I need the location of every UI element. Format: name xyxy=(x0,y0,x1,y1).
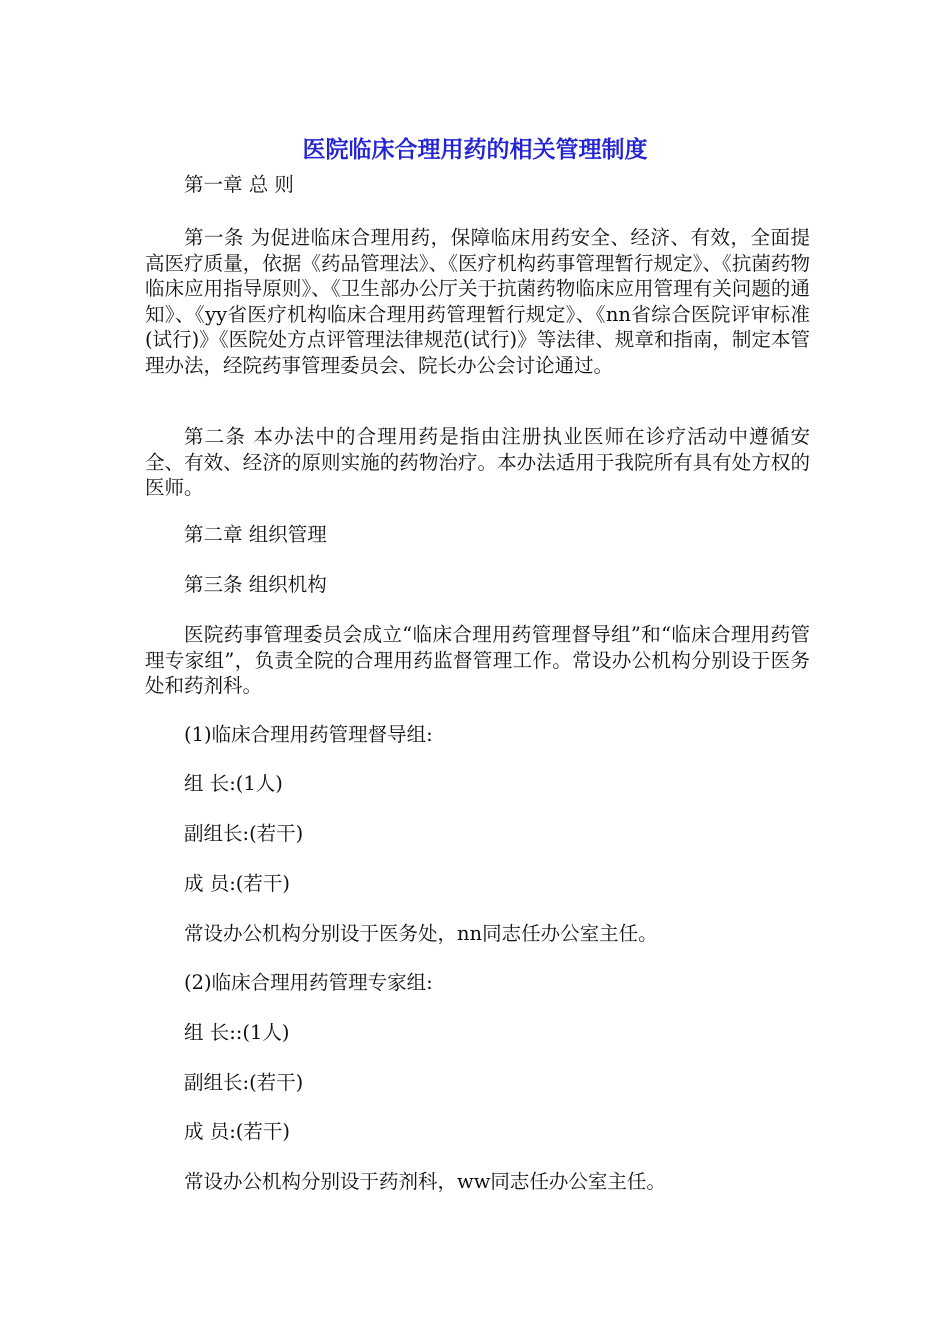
document-title: 医院临床合理用药的相关管理制度 xyxy=(302,137,648,163)
chapter-2-heading: 第二章 组织管理 xyxy=(184,523,327,546)
group-1-vice-leader: 副组长:(若干) xyxy=(184,822,304,845)
article-3-heading: 第三条 组织机构 xyxy=(184,573,327,596)
article-2: 第二条 本办法中的合理用药是指由注册执业医师在诊疗活动中遵循安全、有效、经济的原则实施的药物治疗。本办法适用于我院所有具有处方权的医师。 xyxy=(145,425,810,499)
group-1-office: 常设办公机构分别设于医务处，nn同志任办公室主任。 xyxy=(184,922,658,945)
article-1: 第一条 为促进临床合理用药，保障临床用药安全、经济、有效，全面提高医疗质量，依据《药品管理法》、《医疗机构药事管理暂行规定》、《抗菌药物临床应用指导原则》、《卫生部办公厅关于抗菌药物临床应用管理有关问题的通知》、《yy省医疗机构临床合理用药管理暂行规定》、《nn省综合医院评审标准(试行)》《医院处方点评管理法律规范(试行)》等法律、规章和指南，制定本管理办法，经院药事管理委员会、院长办公会讨论通过。 xyxy=(145,226,810,377)
committee-paragraph: 医院药事管理委员会成立“临床合理用药管理督导组”和“临床合理用药管理专家组”，负责全院的合理用药监督管理工作。常设办公机构分别设于医务处和药剂科。 xyxy=(145,623,810,697)
group-2-office: 常设办公机构分别设于药剂科，ww同志任办公室主任。 xyxy=(184,1170,666,1193)
group-2-title: (2)临床合理用药管理专家组: xyxy=(184,971,433,994)
group-1-title: (1)临床合理用药管理督导组: xyxy=(184,723,433,746)
group-1-members: 成 员:(若干) xyxy=(184,872,290,895)
group-2-vice-leader: 副组长:(若干) xyxy=(184,1071,304,1094)
chapter-1-heading: 第一章 总 则 xyxy=(184,173,294,196)
group-2-leader: 组 长::(1人) xyxy=(184,1021,290,1044)
group-1-leader: 组 长:(1人) xyxy=(184,772,283,795)
group-2-members: 成 员:(若干) xyxy=(184,1120,290,1143)
